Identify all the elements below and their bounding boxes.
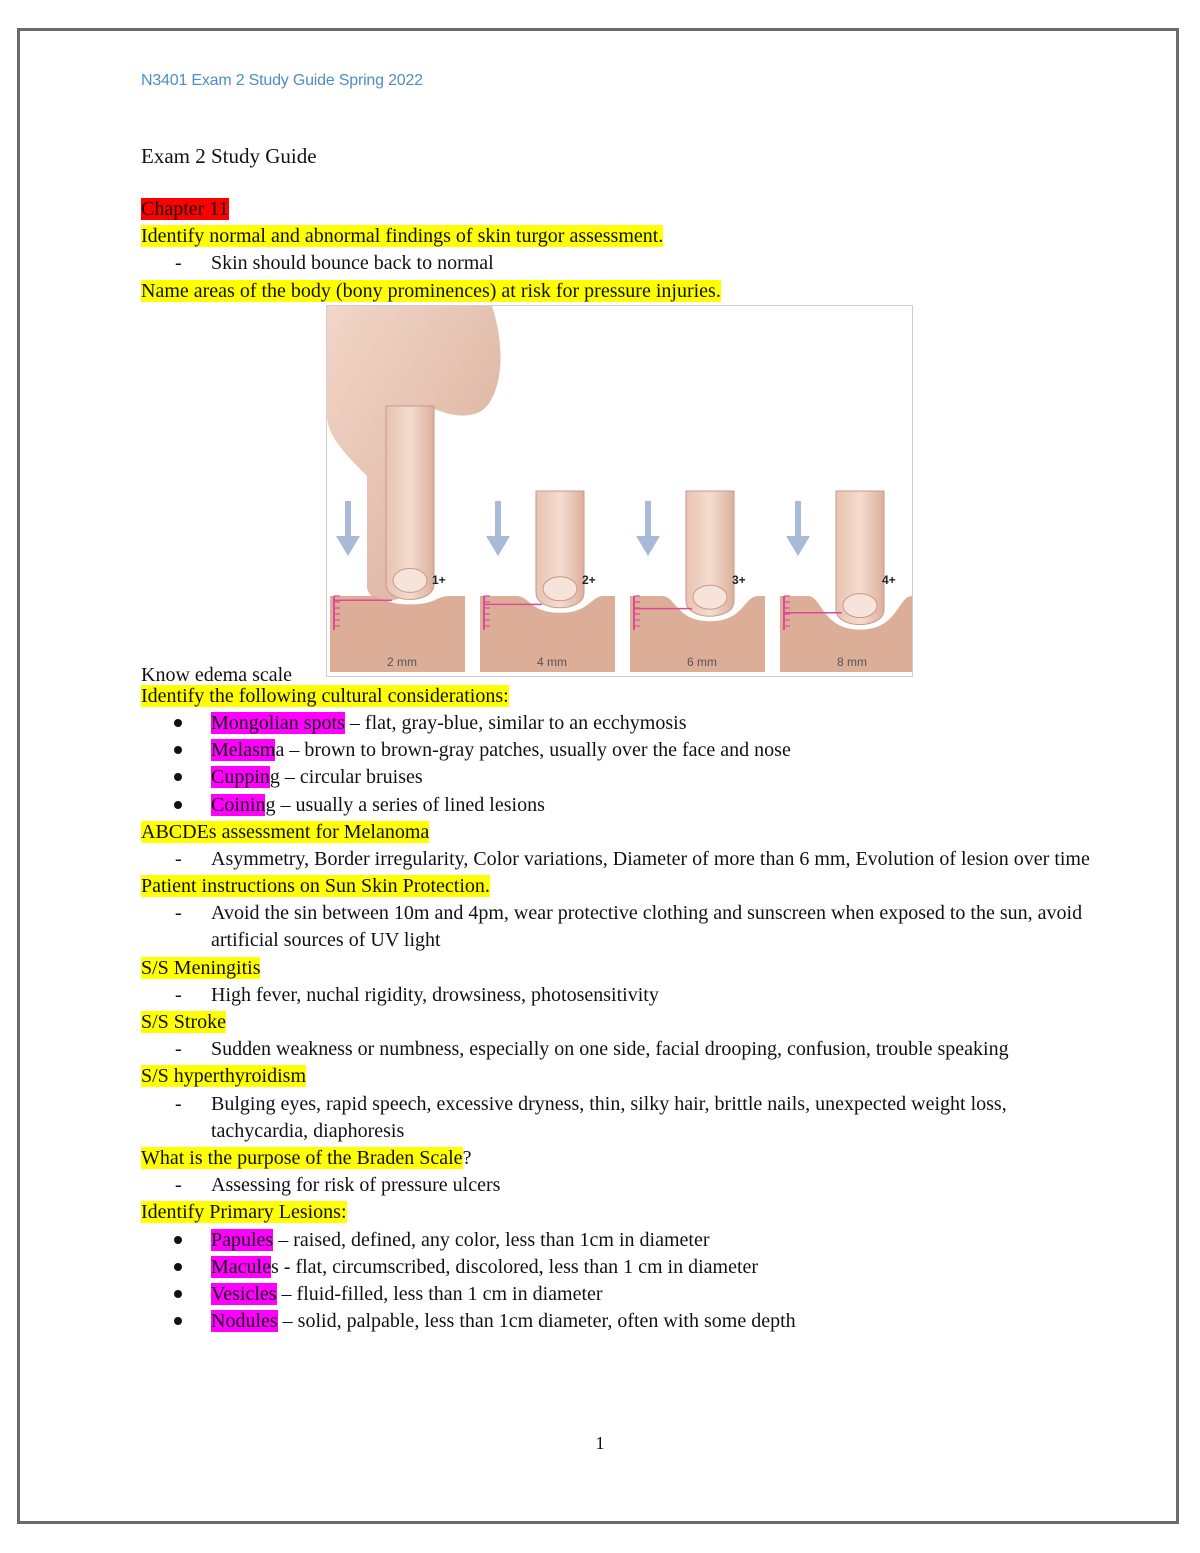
depth-label: 2 mm xyxy=(387,654,417,669)
dash-marker: - xyxy=(175,1038,182,1061)
depth-label: 8 mm xyxy=(837,654,867,669)
grade-label: 3+ xyxy=(732,572,746,587)
section-heading-pressure xyxy=(141,278,1101,305)
chapter-label: Chapter 11 xyxy=(141,198,229,220)
list-item xyxy=(141,737,1101,764)
turgor-heading: Identify normal and abnormal findings of skin turgor assessment. xyxy=(141,225,664,248)
bullet-marker xyxy=(174,746,182,754)
term-definition: - flat, circumscribed, discolored, less than 1 cm in diameter xyxy=(278,1255,759,1278)
list-item xyxy=(141,1036,1101,1063)
term: Cuppin xyxy=(211,766,270,789)
depth-label: 4 mm xyxy=(537,654,567,669)
dash-marker: - xyxy=(175,983,182,1006)
section-heading-hyperthyroid xyxy=(141,1063,1101,1090)
sun-heading: Patient instructions on Sun Skin Protection. xyxy=(141,875,490,898)
stroke-heading: S/S Stroke xyxy=(141,1011,227,1034)
grade-label: 2+ xyxy=(582,572,596,587)
section-heading-lesions xyxy=(141,1199,1101,1226)
section-heading-stroke xyxy=(141,1009,1101,1036)
page-number: 1 xyxy=(595,1433,605,1453)
turgor-item: Skin should bounce back to normal xyxy=(211,252,494,275)
dash-marker: - xyxy=(175,1092,182,1115)
bullet-marker xyxy=(174,719,182,727)
term: Nodules xyxy=(211,1310,278,1333)
hyperthyroid-item: Bulging eyes, rapid speech, excessive dryness, thin, silky hair, brittle nails, unexpected weight loss, tachycardia, diaphoresis xyxy=(211,1092,1007,1142)
fingernail xyxy=(843,593,877,617)
term: Vesicles xyxy=(211,1283,277,1306)
term-definition: – solid, palpable, less than 1cm diameter, often with some depth xyxy=(277,1310,796,1333)
document-body xyxy=(141,196,1101,1335)
section-heading-braden xyxy=(141,1145,1101,1172)
document-title: Exam 2 Study Guide xyxy=(141,144,317,168)
list-item xyxy=(141,1091,1101,1145)
section-heading-abcde xyxy=(141,819,1101,846)
dash-marker: - xyxy=(175,252,182,275)
stroke-item: Sudden weakness or numbness, especially on one side, facial drooping, confusion, trouble speaking xyxy=(211,1038,1009,1061)
term: Macule xyxy=(211,1255,271,1278)
term-definition: – raised, defined, any color, less than 1cm in diameter xyxy=(273,1228,710,1251)
braden-item: Assessing for risk of pressure ulcers xyxy=(211,1174,501,1197)
abcde-item: Asymmetry, Border irregularity, Color variations, Diameter of more than 6 mm, Evolution of lesion over time xyxy=(211,847,1090,870)
list-item xyxy=(141,764,1101,791)
list-item xyxy=(141,1254,1101,1281)
arrow-shaft xyxy=(645,501,651,539)
term-tail: s xyxy=(270,1255,279,1278)
term-definition: – usually a series of lined lesions xyxy=(275,793,545,816)
edema-figure-row xyxy=(141,305,1101,686)
arrow-head xyxy=(486,536,510,556)
arrow-shaft xyxy=(795,501,801,539)
meningitis-heading: S/S Meningitis xyxy=(141,956,261,979)
bullet-marker xyxy=(174,1263,182,1271)
list-item xyxy=(141,846,1101,873)
list-item xyxy=(141,1227,1101,1254)
section-heading-meningitis xyxy=(141,955,1101,982)
edema-caption: Know edema scale xyxy=(141,663,293,686)
term-tail: g xyxy=(265,793,276,816)
abcde-heading: ABCDEs assessment for Melanoma xyxy=(141,820,430,843)
arrow-shaft xyxy=(495,501,501,539)
chapter-heading xyxy=(141,196,1101,223)
term: Papules xyxy=(211,1228,274,1251)
bullet-marker xyxy=(174,1317,182,1325)
list-item xyxy=(141,250,1101,277)
fingernail xyxy=(543,577,577,601)
list-item xyxy=(141,982,1101,1009)
term-definition: – circular bruises xyxy=(279,766,423,789)
bullet-marker xyxy=(174,773,182,781)
arrow-head xyxy=(636,536,660,556)
fingernail xyxy=(693,585,727,609)
section-heading-turgor xyxy=(141,223,1101,250)
list-item xyxy=(141,792,1101,819)
term-definition: – brown to brown-gray patches, usually over the face and nose xyxy=(284,739,791,762)
list-item xyxy=(141,710,1101,737)
bullet-marker xyxy=(174,801,182,809)
list-item xyxy=(141,900,1101,954)
term-definition: – flat, gray-blue, similar to an ecchymosis xyxy=(344,711,687,734)
fingernail xyxy=(393,568,427,592)
cultural-heading: Identify the following cultural considerations: xyxy=(141,684,509,707)
braden-heading-tail: ? xyxy=(462,1147,472,1170)
lesions-heading: Identify Primary Lesions: xyxy=(141,1201,347,1224)
list-item xyxy=(141,1308,1101,1335)
hyperthyroid-heading: S/S hyperthyroidism xyxy=(141,1065,307,1088)
list-item xyxy=(141,1281,1101,1308)
term: Melasm xyxy=(211,739,276,762)
meningitis-item: High fever, nuchal rigidity, drowsiness, photosensitivity xyxy=(211,983,659,1006)
bullet-marker xyxy=(174,1290,182,1298)
arrow-head xyxy=(786,536,810,556)
braden-heading: What is the purpose of the Braden Scale xyxy=(141,1147,463,1170)
running-header: N3401 Exam 2 Study Guide Spring 2022 xyxy=(141,72,423,89)
term: Coinin xyxy=(211,793,266,816)
term-definition: – fluid-filled, less than 1 cm in diameter xyxy=(276,1283,603,1306)
dash-marker: - xyxy=(175,902,182,925)
arrow-shaft xyxy=(345,501,351,539)
section-heading-sun xyxy=(141,873,1101,900)
dash-marker: - xyxy=(175,1174,182,1197)
pressure-heading: Name areas of the body (bony prominences) at risk for pressure injuries. xyxy=(141,279,721,302)
sun-item: Avoid the sin between 10m and 4pm, wear protective clothing and sunscreen when exposed to the sun, avoid artificial sources of UV light xyxy=(211,902,1083,952)
grade-label: 1+ xyxy=(432,572,446,587)
depth-label: 6 mm xyxy=(687,654,717,669)
term: Mongolian spots xyxy=(211,711,345,734)
bullet-marker xyxy=(174,1236,182,1244)
term-tail: g xyxy=(269,766,280,789)
dash-marker: - xyxy=(175,847,182,870)
edema-scale-image xyxy=(326,305,913,677)
arrow-head xyxy=(336,536,360,556)
term-tail: a xyxy=(275,739,285,762)
grade-label: 4+ xyxy=(882,572,896,587)
list-item xyxy=(141,1172,1101,1199)
